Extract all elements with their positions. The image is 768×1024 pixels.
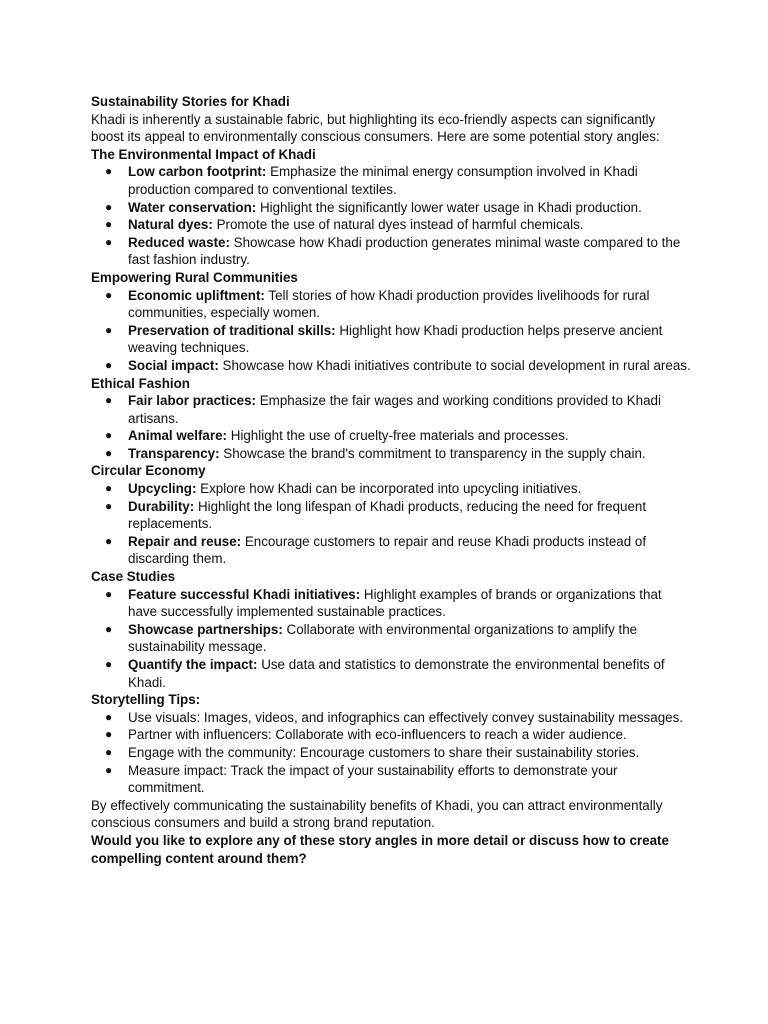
list-item [91, 427, 691, 445]
item-text: Highlight the use of cruelty-free materials and processes. [226, 428, 569, 444]
bullet-icon: ● [105, 744, 113, 759]
document-page [91, 93, 691, 867]
section-heading: Empowering Rural Communities [91, 269, 298, 285]
bullet-list [91, 163, 691, 269]
list-item [91, 392, 691, 427]
bullet-icon: ● [105, 217, 113, 232]
bullet-icon: ● [105, 445, 113, 460]
item-text: Emphasize the fair wages and working conditions provided to Khadi artisans. [128, 393, 661, 426]
intro-paragraph: Khadi is inherently a sustainable fabric, but highlighting its eco-friendly aspects can significantly boost its appeal to environmentally conscious consumers. Here are some potential story angles: [91, 111, 660, 145]
item-text: Tell stories of how Khadi production provides livelihoods for rural communities, especially women. [128, 287, 650, 321]
list-item [91, 445, 691, 463]
item-text: Explore how Khadi can be incorporated into upcycling initiatives. [196, 481, 582, 497]
item-lead: Feature successful Khadi initiatives: [128, 586, 361, 602]
item-text: Showcase how Khadi production generates minimal waste compared to the fast fashion industry. [128, 234, 681, 268]
list-item [91, 726, 691, 744]
section-heading: The Environmental Impact of Khadi [91, 146, 316, 162]
list-item [91, 744, 691, 762]
list-item [91, 357, 691, 375]
item-lead: Durability: [128, 498, 195, 514]
bullet-icon: ● [105, 533, 113, 548]
item-lead: Social impact: [128, 357, 219, 373]
item-text: Showcase how Khadi initiatives contribute to social development in rural areas. [218, 357, 691, 373]
sections-container [91, 146, 691, 797]
item-lead: Quantify the impact: [128, 657, 258, 672]
bullet-icon: ● [105, 164, 113, 179]
item-text: Engage with the community: Encourage customers to share their sustainability stories. [128, 744, 640, 760]
bullet-icon: ● [105, 621, 113, 636]
section-heading: Storytelling Tips: [91, 692, 201, 708]
item-text: Promote the use of natural dyes instead of harmful chemicals. [212, 217, 584, 233]
bullet-list [91, 287, 691, 375]
item-text: Encourage customers to repair and reuse Khadi products instead of discarding them. [128, 533, 647, 567]
item-text: Emphasize the minimal energy consumption involved in Khadi production compared to conventional textiles. [128, 164, 638, 197]
item-lead: Low carbon footprint: [128, 164, 267, 180]
bullet-icon: ● [105, 428, 113, 443]
bullet-icon: ● [105, 657, 113, 671]
item-lead: Upcycling: [128, 481, 197, 497]
bullet-icon: ● [105, 762, 113, 777]
list-item [91, 709, 691, 727]
item-lead: Transparency: [128, 445, 220, 461]
closing-paragraph: By effectively communicating the sustainability benefits of Khadi, you can attract environmentally conscious consumers and build a strong brand reputation. [91, 797, 663, 831]
bullet-icon: ● [105, 357, 113, 372]
list-item [91, 480, 691, 498]
item-lead: Preservation of traditional skills: [128, 322, 336, 338]
bullet-icon: ● [105, 727, 113, 742]
item-text: Highlight the significantly lower water usage in Khadi production. [256, 199, 642, 215]
item-lead: Fair labor practices: [128, 393, 257, 409]
bullet-list [91, 586, 691, 692]
item-lead: Economic upliftment: [128, 287, 265, 303]
bullet-icon: ● [105, 481, 113, 496]
item-lead: Reduced waste: [128, 234, 230, 250]
list-item [91, 234, 691, 269]
bullet-icon: ● [105, 322, 113, 337]
item-text: Collaborate with environmental organizations to amplify the sustainability message. [128, 621, 638, 655]
bullet-icon: ● [105, 199, 113, 214]
item-text: Measure impact: Track the impact of your sustainability efforts to demonstrate your commitment. [128, 762, 618, 796]
section-heading: Ethical Fashion [91, 375, 190, 391]
bullet-icon: ● [105, 393, 113, 408]
item-text: Highlight how Khadi production helps preserve ancient weaving techniques. [128, 322, 663, 356]
list-item [91, 199, 691, 217]
bullet-icon: ● [105, 287, 113, 302]
bullet-list [91, 709, 691, 797]
bullet-list [91, 480, 691, 568]
document-title: Sustainability Stories for Khadi [91, 94, 290, 109]
item-lead: Showcase partnerships: [128, 621, 283, 637]
closing-question: Would you like to explore any of these story angles in more detail or discuss how to create compelling content around them? [91, 832, 669, 866]
bullet-icon: ● [105, 498, 113, 513]
section-heading: Case Studies [91, 569, 176, 585]
list-item [91, 586, 691, 621]
item-text: Use data and statistics to demonstrate the environmental benefits of Khadi. [128, 657, 665, 690]
item-text: Partner with influencers: Collaborate with eco-influencers to reach a wider audience. [128, 727, 627, 743]
list-item [91, 287, 691, 322]
item-lead: Animal welfare: [128, 428, 227, 444]
bullet-icon: ● [105, 234, 113, 249]
item-lead: Repair and reuse: [128, 533, 242, 549]
list-item [91, 533, 691, 568]
bullet-list [91, 392, 691, 462]
item-text: Highlight examples of brands or organizations that have successfully implemented sustainable practices. [128, 586, 662, 620]
list-item [91, 498, 691, 533]
list-item [91, 656, 691, 691]
item-lead: Natural dyes: [128, 217, 213, 233]
list-item [91, 163, 691, 198]
list-item [91, 762, 691, 797]
list-item [91, 216, 691, 234]
bullet-icon: ● [105, 709, 113, 724]
bullet-icon: ● [105, 586, 113, 601]
item-text: Use visuals: Images, videos, and infographics can effectively convey sustainability messages. [128, 709, 683, 725]
list-item [91, 322, 691, 357]
list-item [91, 621, 691, 656]
item-text: Showcase the brand's commitment to transparency in the supply chain. [219, 445, 646, 461]
item-lead: Water conservation: [128, 199, 257, 215]
item-text: Highlight the long lifespan of Khadi products, reducing the need for frequent replacements. [128, 498, 647, 532]
section-heading: Circular Economy [91, 463, 206, 479]
